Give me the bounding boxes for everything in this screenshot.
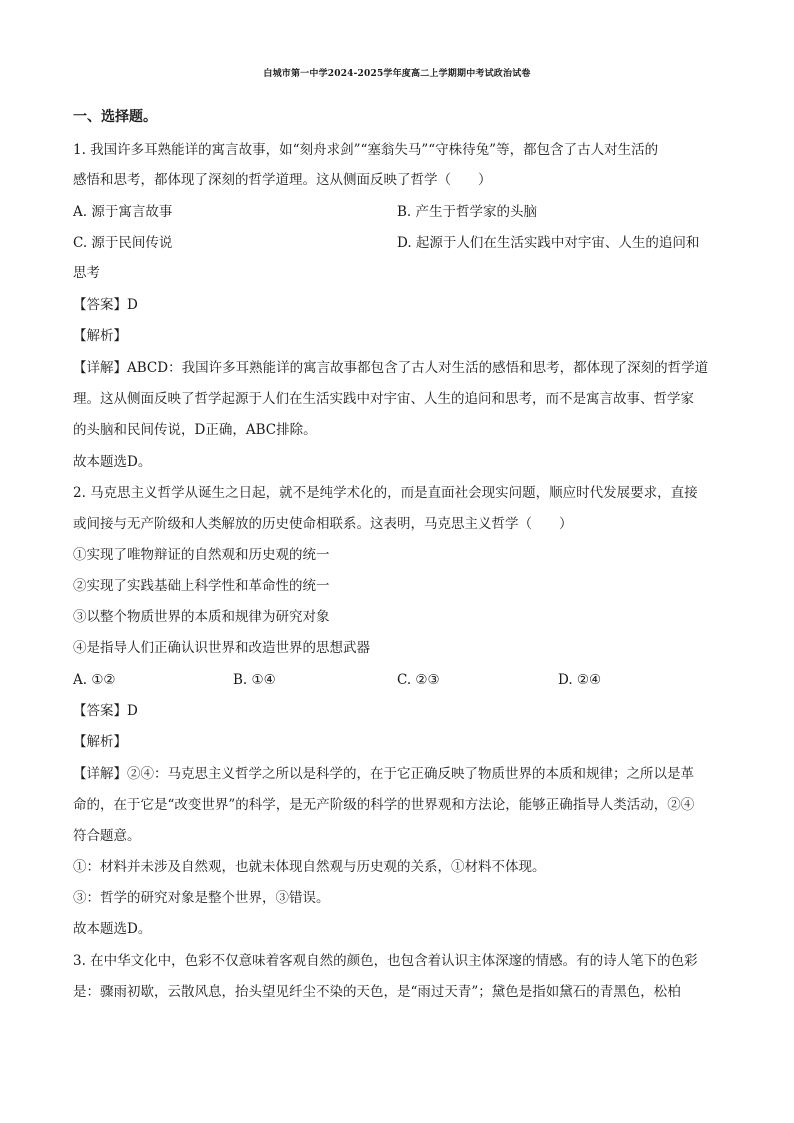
q1-answer: 【答案】D [73, 297, 138, 313]
q2-detail-line-1: 【详解】②④：马克思主义哲学之所以是科学的，在于它正确反映了物质世界的本质和规律；之所以是革 [73, 766, 694, 782]
q2-item-1: ①实现了唯物辩证的自然观和历史观的统一 [73, 547, 330, 563]
q1-detail-line-3: 的头脑和民间传说，D正确，ABC排除。 [73, 422, 317, 438]
q2-analysis-label: 【解析】 [73, 734, 127, 750]
q1-detail-line-2: 理。这从侧面反映了哲学起源于人们在生活实践中对宇宙、人生的追问和思考，而不是寓言故事、哲学家 [73, 391, 694, 407]
q2-detail-line-4: ①：材料并未涉及自然观，也就未体现自然观与历史观的关系，①材料不体现。 [73, 859, 546, 875]
q1-option-b: B. 产生于哲学家的头脑 [397, 204, 538, 220]
q1-conclusion: 故本题选D。 [73, 454, 152, 470]
q1-option-d: D. 起源于人们在生活实践中对宇宙、人生的追问和 [397, 235, 700, 251]
q2-conclusion: 故本题选D。 [73, 921, 152, 937]
q2-detail-line-5: ③：哲学的研究对象是整个世界，③错误。 [73, 890, 330, 906]
q1-analysis-label: 【解析】 [73, 328, 127, 344]
q1-stem-line-1: 1. 我国许多耳熟能详的寓言故事，如“刻舟求剑”“塞翁失马”“守株待兔”等，都包含了古人对生活的 [73, 142, 659, 158]
q2-stem-line-2: 或间接与无产阶级和人类解放的历史使命相联系。这表明，马克思主义哲学（ ） [73, 516, 573, 532]
q2-option-c: C. ②③ [397, 672, 440, 688]
q2-option-a: A. ①② [73, 672, 116, 688]
q2-option-b: B. ①④ [233, 672, 276, 688]
q2-answer: 【答案】D [73, 703, 138, 719]
q3-stem-line-1: 3. 在中华文化中，色彩不仅意味着客观自然的颜色，也包含着认识主体深邃的情感。有的诗人笔下的色彩 [73, 953, 698, 969]
exam-title: 白城市第一中学2024-2025学年度高二上学期期中考试政治试卷 [263, 69, 531, 79]
q3-stem-line-2: 是：骤雨初歇，云散风息，抬头望见纤尘不染的天色，是“雨过天青”；黛色是指如黛石的青黑色，松柏 [73, 984, 681, 1000]
q2-stem-line-1: 2. 马克思主义哲学从诞生之日起，就不是纯学术化的，而是直面社会现实问题，顺应时代发展要求，直接 [73, 485, 698, 501]
q2-item-4: ④是指导人们正确认识世界和改造世界的思想武器 [73, 640, 370, 656]
q1-option-a: A. 源于寓言故事 [73, 204, 173, 220]
q1-option-d-continued: 思考 [73, 265, 100, 281]
q2-option-d: D. ②④ [558, 672, 602, 688]
q2-item-2: ②实现了实践基础上科学性和革命性的统一 [73, 578, 330, 594]
q2-detail-line-3: 符合题意。 [73, 828, 141, 844]
q1-option-c: C. 源于民间传说 [73, 235, 173, 251]
q1-stem-line-2: 感悟和思考，都体现了深刻的哲学道理。这从侧面反映了哲学（ ） [73, 172, 492, 188]
q2-detail-line-2: 命的，在于它是“改变世界”的科学，是无产阶级的科学的世界观和方法论，能够正确指导人类活动，②④ [73, 797, 695, 813]
q1-detail-line-1: 【详解】ABCD：我国许多耳熟能详的寓言故事都包含了古人对生活的感悟和思考，都体现了深刻的哲学道 [73, 360, 709, 376]
q2-item-3: ③以整个物质世界的本质和规律为研究对象 [73, 609, 330, 625]
section-heading: 一、选择题。 [73, 109, 157, 125]
